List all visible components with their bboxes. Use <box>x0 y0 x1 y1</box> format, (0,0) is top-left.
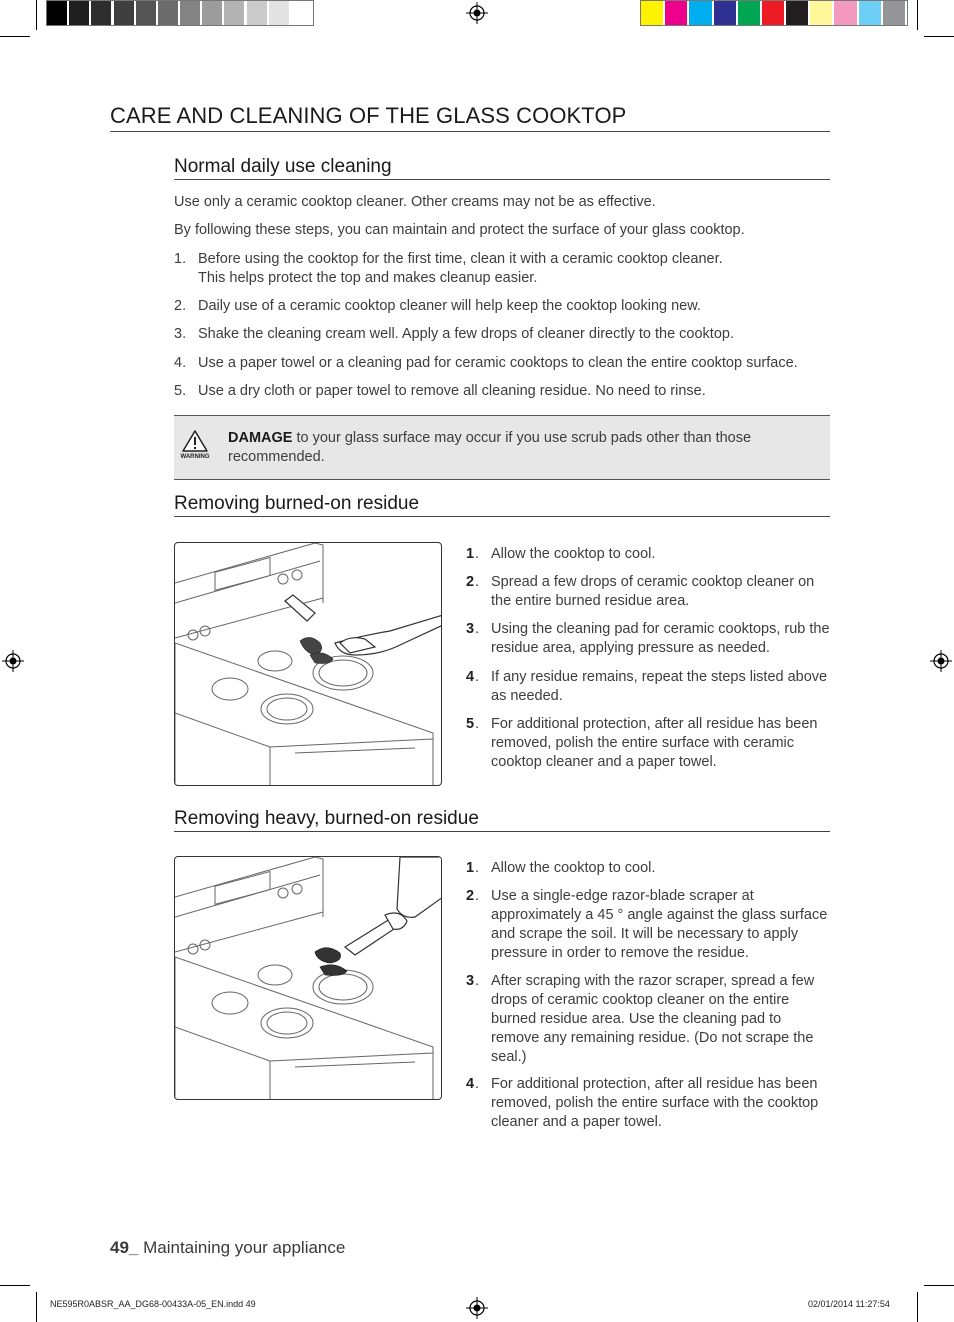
color-swatch <box>689 1 711 25</box>
color-swatch <box>136 1 156 25</box>
list-text: Use a single-edge razor-blade scraper at approximately a 45 ° angle against the glass surface and scrape the soil. It will be necessary to apply pressure in order to remove the residue. <box>491 888 828 961</box>
registration-mark-bottom-icon <box>466 1297 488 1319</box>
warning-icon-label: WARNING <box>180 454 210 460</box>
list-number: 2 <box>466 574 475 590</box>
list-text: Use a paper towel or a cleaning pad for ceramic cooktops to clean the entire cooktop surface. <box>198 355 798 371</box>
crop-mark <box>36 0 37 30</box>
color-swatch <box>91 1 111 25</box>
list-text: Allow the cooktop to cool. <box>491 546 656 562</box>
crop-mark <box>924 1285 954 1286</box>
color-swatch <box>224 1 244 25</box>
list-item <box>174 250 834 290</box>
section-heading-heavy: Removing heavy, burned-on residue <box>174 808 830 832</box>
list-number: 2 <box>466 888 475 904</box>
normal-intro-2: By following these steps, you can maintain and protect the surface of your glass cooktop. <box>174 222 745 238</box>
list-item: 4 . For additional protection, after all residue has been removed, polish the entire surface with the cooktop cleaner and a paper towel. <box>466 1075 832 1133</box>
color-swatch <box>291 1 311 25</box>
normal-intro-1: Use only a ceramic cooktop cleaner. Other creams may not be as effective. <box>174 194 656 210</box>
warning-triangle-icon <box>182 430 208 452</box>
color-swatch <box>114 1 134 25</box>
list-text: Using the cleaning pad for ceramic cooktops, rub the residue area, applying pressure as needed. <box>491 621 830 656</box>
list-number: 3 <box>466 973 475 989</box>
color-swatch <box>883 1 905 25</box>
list-item <box>174 325 834 345</box>
list-number: 1 <box>466 546 475 562</box>
list-item <box>174 382 834 402</box>
registration-mark-right-icon <box>930 650 952 672</box>
list-item: 3 . After scraping with the razor scraper, spread a few drops of ceramic cooktop cleaner on the entire burned residue area. Use the cleaning pad to remove any remaining residue. (Do not scrape the seal.) <box>466 972 832 1068</box>
list-text: Before using the cooktop for the first time, clean it with a ceramic cooktop cleaner. This helps protect the top and makes cleanup easier. <box>198 251 723 286</box>
color-swatch <box>47 1 67 25</box>
grayscale-color-bar <box>46 0 314 26</box>
list-text: Spread a few drops of ceramic cooktop cleaner on the entire burned residue area. <box>491 574 815 609</box>
crop-mark <box>0 1285 30 1286</box>
list-text: Allow the cooktop to cool. <box>491 860 656 876</box>
list-item: 5 . For additional protection, after all residue has been removed, polish the entire surface with ceramic cooktop cleaner and a paper towel. <box>466 715 832 773</box>
list-item <box>174 297 834 317</box>
color-swatch <box>665 1 687 25</box>
list-number: 4 <box>466 669 475 685</box>
list-item: 3 . Using the cleaning pad for ceramic cooktops, rub the residue area, applying pressure as needed. <box>466 620 832 660</box>
cooktop-scraping-illustration <box>174 856 442 1100</box>
warning-text: DAMAGE to your glass surface may occur if you use scrub pads other than those recommended. <box>228 430 752 465</box>
list-item: 1 . Allow the cooktop to cool. <box>466 545 832 565</box>
list-text: For additional protection, after all residue has been removed, polish the entire surface with ceramic cooktop cleaner and a paper towel. <box>491 716 818 770</box>
list-item: 2 . Use a single-edge razor-blade scraper at approximately a 45 ° angle against the glass surface and scrape the soil. It will be necessary to apply pressure in order to remove the residue. <box>466 887 832 965</box>
page-number: 49_ <box>110 1238 139 1257</box>
color-swatch <box>202 1 222 25</box>
page-footer <box>110 1238 345 1258</box>
color-swatch <box>269 1 289 25</box>
registration-mark-top-icon <box>466 2 488 24</box>
crop-mark <box>36 1292 37 1322</box>
list-number: 1 <box>466 860 475 876</box>
list-text: Use a dry cloth or paper towel to remove all cleaning residue. No need to rinse. <box>198 383 706 399</box>
list-number: 2. <box>174 298 187 314</box>
list-item <box>174 354 834 374</box>
color-swatch <box>834 1 856 25</box>
color-swatch <box>762 1 784 25</box>
list-item: 1 . Allow the cooktop to cool. <box>466 859 832 879</box>
crop-mark <box>924 36 954 37</box>
color-swatch <box>786 1 808 25</box>
color-swatch <box>69 1 89 25</box>
color-swatch <box>859 1 881 25</box>
color-swatch <box>247 1 267 25</box>
list-text: Shake the cleaning cream well. Apply a few drops of cleaner directly to the cooktop. <box>198 326 734 342</box>
slug-file: NE595R0ABSR_AA_DG68-00433A-05_EN.indd 49 <box>50 1299 256 1309</box>
list-text: Daily use of a ceramic cooktop cleaner will help keep the cooktop looking new. <box>198 298 701 314</box>
color-swatch <box>714 1 736 25</box>
slug-date: 02/01/2014 11:27:54 <box>808 1299 890 1309</box>
list-number: 4. <box>174 355 187 371</box>
crop-mark <box>917 1292 918 1322</box>
color-swatch <box>158 1 178 25</box>
color-swatch <box>180 1 200 25</box>
list-text: After scraping with the razor scraper, spread a few drops of ceramic cooktop cleaner on the entire burned residue area. Use the cleaning pad to remove any remaining residue. (Do not scrape the seal.) <box>491 973 815 1065</box>
list-number: 5. <box>174 383 187 399</box>
list-number: 1. <box>174 251 187 267</box>
crop-mark <box>917 0 918 30</box>
list-text: For additional protection, after all residue has been removed, polish the entire surface with the cooktop cleaner and a paper towel. <box>491 1076 819 1130</box>
section-heading-normal: Normal daily use cleaning <box>174 156 830 180</box>
color-swatch <box>641 1 663 25</box>
registration-mark-left-icon <box>2 650 24 672</box>
cooktop-cleaning-illustration <box>174 542 442 786</box>
color-swatch <box>738 1 760 25</box>
crop-mark <box>0 36 30 37</box>
list-number: 3. <box>174 326 187 342</box>
list-number: 5 <box>466 716 475 732</box>
color-swatch <box>810 1 832 25</box>
page-title: CARE AND CLEANING OF THE GLASS COOKTOP <box>110 103 830 132</box>
list-item: 2 . Spread a few drops of ceramic cooktop cleaner on the entire burned residue area. <box>466 573 832 613</box>
warning-box <box>174 415 830 480</box>
process-color-bar <box>640 0 908 26</box>
footer-section: Maintaining your appliance <box>138 1238 346 1257</box>
section-heading-burned: Removing burned-on residue <box>174 493 830 517</box>
list-number: 3 <box>466 621 475 637</box>
list-text: If any residue remains, repeat the steps listed above as needed. <box>491 669 828 704</box>
list-number: 4 <box>466 1076 475 1092</box>
list-item: 4 . If any residue remains, repeat the steps listed above as needed. <box>466 668 832 708</box>
